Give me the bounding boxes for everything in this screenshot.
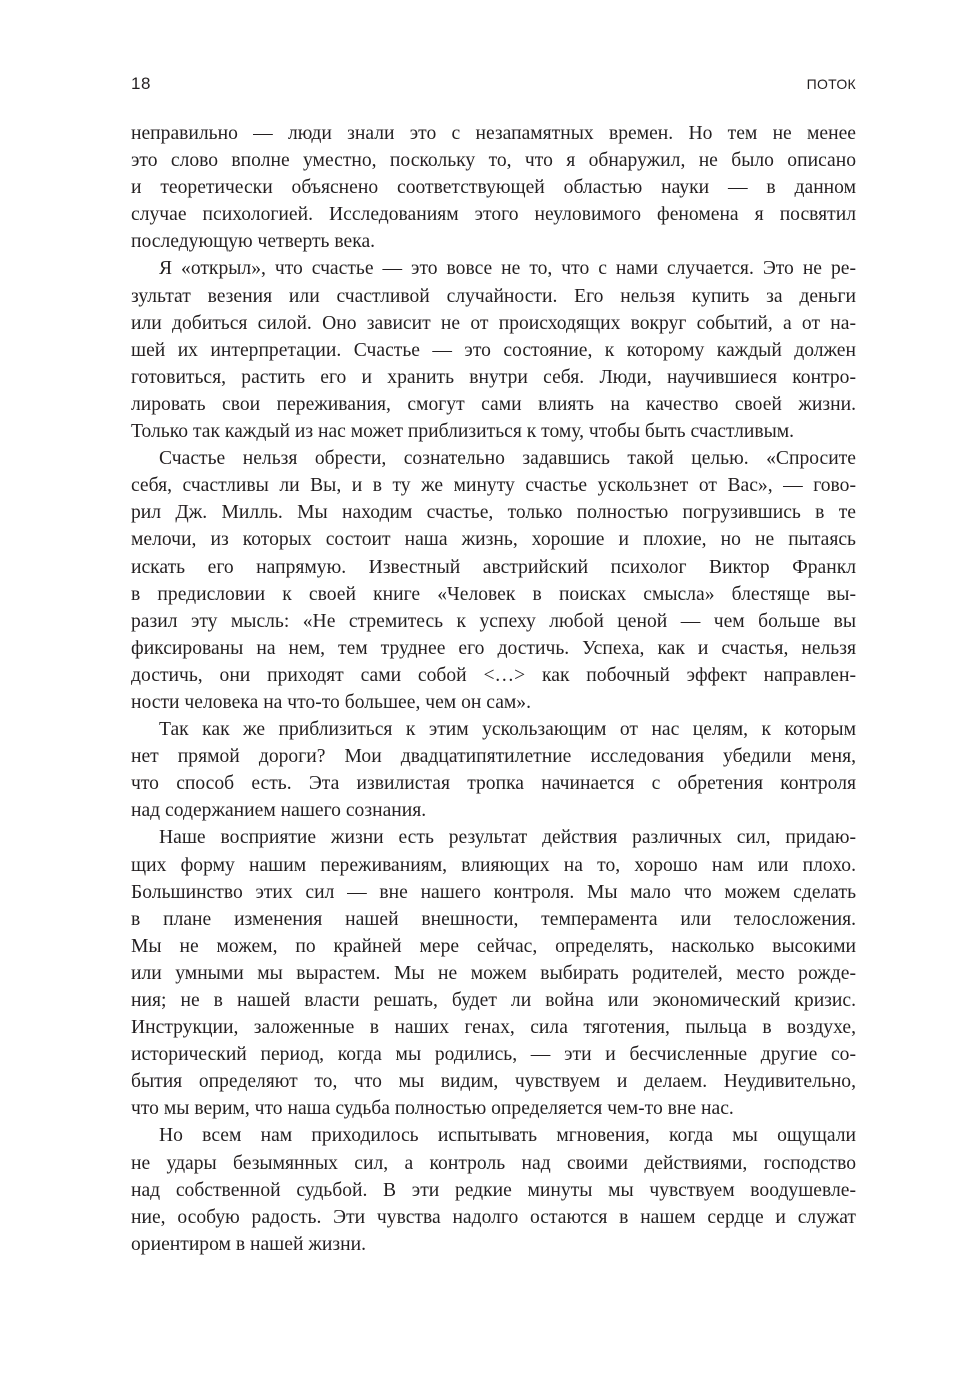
text-line: не удары безымянных сил, а контроль над своими действиями, господство [131,1152,856,1174]
text-line: ности человека на что-то большее, чем он сам». [131,691,532,713]
text-line: что мы верим, что наша судьба полностью определяется чем-то вне нас. [131,1098,734,1120]
text-line: в плане изменения нашей внешности, темперамента или телосложения. [131,908,856,930]
text-line: фиксированы на нем, тем труднее его достичь. Успеха, как и счастья, нельзя [131,637,856,659]
paragraph [131,120,856,255]
text-line: готовиться, растить его и хранить внутри себя. Люди, научившиеся контро- [131,366,856,388]
text-line: над собственной судьбой. В эти редкие минуты мы чувствуем воодушевле- [131,1179,856,1201]
text-line: Так как же приблизиться к этим ускользающим от нас целям, к которым [159,719,856,741]
text-line: разил эту мысль: «Не стремитесь к успеху любой ценой — чем больше вы [131,610,856,632]
text-line: Наше восприятие жизни есть результат действия различных сил, придаю- [159,827,856,849]
paragraph [131,255,856,445]
text-line: Только так каждый из нас может приблизиться к тому, чтобы быть счастливым. [131,421,795,443]
page-number: 18 [131,74,151,93]
text-line: случае психологией. Исследованиям этого неуловимого феномена я посвятил [131,204,856,226]
text-line: Счастье нельзя обрести, сознательно задавшись такой целью. «Спросите [159,448,856,470]
paragraph [131,716,856,824]
text-line: исторический период, когда мы родились, — эти и бесчисленные другие со- [131,1044,856,1066]
text-line: зультат везения или счастливой случайности. Его нельзя купить за деньги [131,285,856,307]
text-line: шей их интерпретации. Счастье — это состояние, к которому каждый должен [131,339,856,361]
text-line: бытия определяют то, что мы видим, чувствуем и делаем. Неудивительно, [131,1071,856,1093]
text-line: неправильно — люди знали это с незапамятных времен. Но тем не менее [131,123,856,144]
text-line: что способ есть. Эта извилистая тропка начинается с обретения контроля [131,773,856,795]
text-line: в предисловии к своей книге «Человек в поисках смысла» блестяще вы- [131,583,856,605]
paragraph [131,445,856,716]
text-line: Большинство этих сил — вне нашего контроля. Мы мало что можем сделать [131,881,856,903]
text-line: Но всем нам приходилось испытывать мгновения, когда мы ощущали [159,1125,856,1147]
book-title: ПОТОК [806,76,856,92]
text-line: достичь, они приходят сами собой <…> как побочный эффект направлен- [131,664,856,686]
text-line: Инструкции, заложенные в наших генах, сила тяготения, пыльца в воздухе, [131,1017,856,1039]
text-line: или умными мы вырастем. Мы не можем выбирать родителей, место рожде- [131,962,856,984]
text-line: мелочи, из которых состоит наша жизнь, хорошие и плохие, но не пытаясь [131,529,856,551]
text-line: щих форму нашим переживаниям, влияющих на то, хорошо нам или плохо. [131,854,856,876]
text-line: ориентиром в нашей жизни. [131,1233,366,1255]
text-line: над содержанием нашего сознания. [131,800,427,822]
text-line: Мы не можем, по крайней мере сейчас, определять, насколько высокими [131,935,856,957]
body-text [131,120,856,1258]
paragraph [131,824,856,1122]
running-header [131,72,856,96]
text-line: нет прямой дороги? Мои двадцатипятилетние исследования убедили меня, [131,746,856,768]
text-line: себя, счастливы ли Вы, и в ту же минуту счастье ускользнет от Вас», — гово- [131,475,856,497]
paragraph [131,1122,856,1257]
text-line: и теоретически объяснено соответствующей областью науки — в данном [131,177,856,199]
text-line: лировать свои переживания, смогут сами влиять на качество своей жизни. [131,393,856,415]
text-line: рил Дж. Милль. Мы находим счастье, только полностью погрузившись в те [131,502,856,524]
text-line: ния; не в нашей власти решать, будет ли война или экономический кризис. [131,990,856,1011]
text-line: это слово вполне уместно, поскольку то, что я обнаружил, не было описано [131,150,856,172]
text-line: ние, особую радость. Эти чувства надолго остаются в нашем сердце и служат [131,1206,856,1228]
text-line: искать его напрямую. Известный австрийский психолог Виктор Франкл [131,556,856,578]
text-line: последующую четверть века. [131,231,376,253]
text-line: Я «открыл», что счастье — это вовсе не то, что с нами случается. Это не ре- [159,258,856,280]
text-line: или добиться силой. Оно зависит не от происходящих вокруг событий, а от на- [131,312,856,334]
